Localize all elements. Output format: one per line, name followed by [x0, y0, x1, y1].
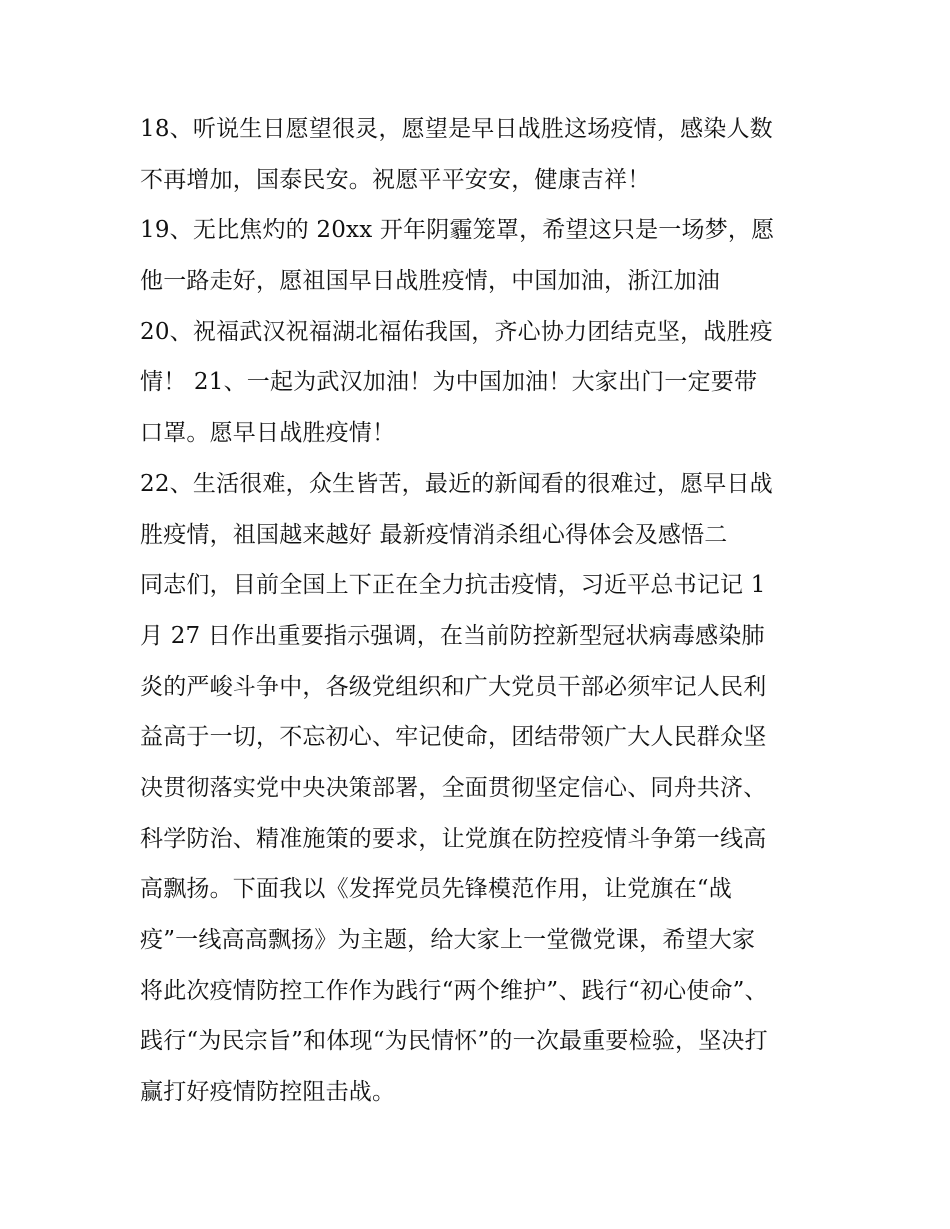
text-line: 20、祝福武汉祝福湖北福佑我国，齐心协力团结克坚，战胜疫 — [140, 318, 773, 345]
text-line: 19、无比焦灼的 20xx 开年阴霾笼罩，希望这只是一场梦，愿 — [140, 217, 775, 244]
text-line: 将此次疫情防控工作作为践行“两个维护”、践行“初心使命”、 — [140, 977, 768, 1004]
text-line: 口罩。愿早日战胜疫情！ — [140, 420, 396, 447]
text-line: 益高于一切，不忘初心、牢记使命，团结带领广大人民群众坚 — [140, 724, 767, 751]
text-line: 情！ 21、一起为武汉加油！为中国加油！大家出门一定要带 — [140, 369, 758, 396]
text-line: 胜疫情，祖国越来越好 最新疫情消杀组心得体会及感悟二 — [140, 521, 728, 548]
text-line: 22、生活很难，众生皆苦，最近的新闻看的很难过，愿早日战 — [140, 470, 773, 497]
text-line: 炎的严峻斗争中，各级党组织和广大党员干部必须牢记人民利 — [140, 673, 767, 700]
text-line: 同志们，目前全国上下正在全力抗击疫情，习近平总书记记 1 — [140, 572, 766, 599]
text-line: 月 27 日作出重要指示强调，在当前防控新型冠状病毒感染肺 — [140, 622, 765, 649]
document-body — [140, 104, 815, 1118]
text-line: 决贯彻落实党中央决策部署，全面贯彻坚定信心、同舟共济、 — [140, 774, 767, 801]
text-line: 18、听说生日愿望很灵，愿望是早日战胜这场疫情，感染人数 — [140, 116, 773, 142]
text-line: 践行“为民宗旨”和体现“为民情怀”的一次最重要检验，坚决打 — [140, 1028, 768, 1055]
text-line: 不再增加，国泰民安。祝愿平平安安，健康吉祥！ — [140, 166, 651, 193]
text-line: 高飘扬。下面我以《发挥党员先锋模范作用，让党旗在“战 — [140, 876, 732, 903]
text-line: 赢打好疫情防控阻击战。 — [140, 1079, 396, 1106]
text-line: 科学防治、精准施策的要求，让党旗在防控疫情斗争第一线高 — [140, 825, 767, 852]
text-line: 他一路走好，愿祖国早日战胜疫情，中国加油，浙江加油 — [140, 268, 720, 295]
text-line: 疫”一线高高飘扬》为主题，给大家上一堂微党课，希望大家 — [140, 927, 756, 953]
